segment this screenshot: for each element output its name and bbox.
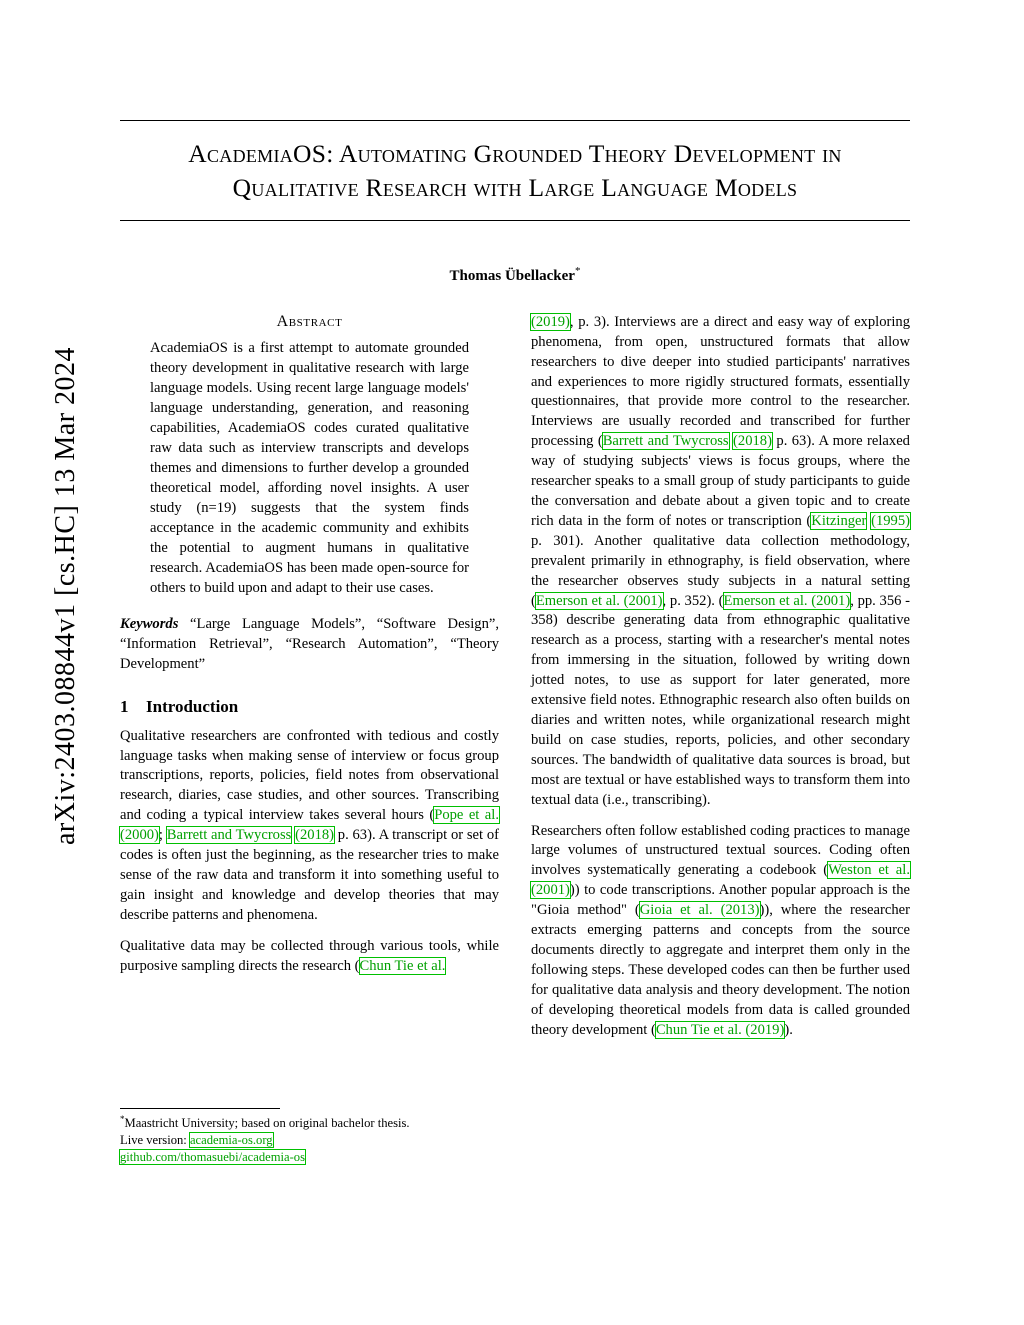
citation-chuntie-2019[interactable]: Chun Tie et al. bbox=[359, 957, 446, 974]
intro-p2-part-d: p. 301). Another qualitative data collection methodology, prevalent primarily in ethnography, is field observation, where the researcher observes study subjects in a natural setting ( bbox=[531, 532, 910, 609]
link-academia-os[interactable]: academia-os.org bbox=[189, 1133, 273, 1147]
intro-p2-part-b: , p. 3). Interviews are a direct and easy way of exploring phenomena, from open, unstructured formats that allow researchers to dive deeper into studied participants' narratives and experiences to more rigidly structured formats, essentially questionnaires, that provide more control to the researcher. Interviews are usually recorded and transcribed for further processing ( bbox=[531, 313, 910, 450]
section-title: Introduction bbox=[146, 696, 239, 716]
footnote-line-1: Maastricht University; based on original bachelor thesis. bbox=[124, 1116, 410, 1131]
keywords-text: “Large Language Models”, “Software Design”, “Information Retrieval”, “Research Automation”, “Theory Development” bbox=[120, 615, 500, 672]
citation-emerson-2001-b[interactable]: Emerson et al. (2001) bbox=[723, 592, 851, 609]
page-title: AcademiaOS: Automating Grounded Theory Development in Qualitative Research with Large Language Models bbox=[188, 139, 842, 203]
author-name: Thomas Übellacker bbox=[449, 267, 575, 284]
footnote-marker: * bbox=[120, 1114, 125, 1125]
intro-paragraph-2-cont bbox=[531, 313, 910, 811]
citation-barrett-twycross-2018[interactable]: Barrett and Twycross bbox=[166, 827, 292, 844]
link-github-academia-os[interactable]: github.com/thomasuebi/academia-os bbox=[120, 1149, 306, 1164]
citation-pope-2000[interactable]: Pope et al. bbox=[434, 807, 499, 824]
footnote-rule bbox=[120, 1108, 280, 1109]
intro-p3-part-a: Researchers often follow established coding practices to manage large volumes of unstructured textual sources. Coding often involves systematically generating a codebook ( bbox=[531, 822, 910, 879]
intro-paragraph-2-start bbox=[120, 937, 499, 977]
two-column-body bbox=[120, 312, 910, 1164]
intro-p1-part-b: p. 63). A transcript or set of codes is often just the beginning, as the researcher tries to make sense of the raw data and transform it into something useful to gain insight and knowledge and develop theories that may describe patterns and phenomena. bbox=[120, 827, 499, 923]
paper-page bbox=[120, 120, 910, 1164]
author-line bbox=[120, 265, 910, 285]
intro-p2-part-f: , pp. 356 - 358) describe generating data from ethnographic qualitative research as a process, starting with a researcher's mental notes from immersing in the situation, followed by writing down jotted notes, to use as support for later generated, more extensive field notes. Ethnographic research also often builds on diaries and written notes, while organizational research might build on case studies, reports, policies, and other secondary sources. The bandwidth of qualitative data sources is broad, but most are textual or have established ways to transform them into textual data (i.e., transcribing). bbox=[531, 592, 910, 808]
abstract-heading: Abstract bbox=[276, 312, 343, 330]
section-heading-introduction bbox=[120, 697, 499, 717]
intro-p3-part-b: )) to code transcriptions. Another popular approach is the "Gioia method" ( bbox=[531, 882, 910, 919]
right-column bbox=[531, 313, 910, 1052]
citation-barrett-twycross-2018-b-year[interactable]: (2018) bbox=[733, 433, 772, 450]
footnote-block bbox=[120, 1108, 499, 1165]
citation-weston-2001[interactable]: Weston et al. (2001) bbox=[531, 862, 910, 899]
intro-p1-sep: ; bbox=[158, 827, 167, 844]
citation-gioia-2013[interactable]: Gioia et al. (2013) bbox=[639, 902, 760, 919]
author-footnote-marker: * bbox=[574, 264, 581, 277]
left-column bbox=[120, 312, 500, 1164]
intro-paragraph-1 bbox=[120, 727, 499, 926]
citation-kitzinger-1995[interactable]: Kitzinger bbox=[811, 512, 867, 529]
section-number: 1 bbox=[120, 696, 129, 716]
intro-p2-part-e: , p. 352). ( bbox=[662, 592, 724, 609]
citation-chuntie-2019-year[interactable]: (2019) bbox=[531, 313, 570, 330]
footnote-text bbox=[120, 1114, 499, 1165]
intro-p1-part-a: Qualitative researchers are confronted with tedious and costly language tasks when making sense of interview or focus group transcriptions, reports, policies, field notes from observational research, diaries, case studies, and other sources. Transcribing and coding a typical interview takes several hours ( bbox=[120, 727, 499, 824]
keywords-label: Keywords bbox=[120, 615, 179, 632]
intro-p3-part-c: )), where the researcher extracts emerging patterns and concepts from the source documents directly to aggregate and interpret them only in the following steps. These developed codes can then be further used for qualitative data analysis and theory development. The notion of developing theoretical models from data is called grounded theory development ( bbox=[531, 902, 910, 1038]
title-rule-bottom bbox=[120, 220, 910, 221]
citation-barrett-twycross-2018-year[interactable]: (2018) bbox=[295, 827, 335, 844]
citation-pope-2000-year[interactable]: (2000) bbox=[120, 827, 159, 844]
intro-p2-part-c: p. 63). A more relaxed way of studying subjects' views is focus groups, where the researcher speaks to a small group of study participants to guide the conversation and debate about a given topic and to create rich data in the form of notes or transcription ( bbox=[531, 433, 910, 529]
arxiv-stamp: arXiv:2403.08844v1 [cs.HC] 13 Mar 2024 bbox=[50, 346, 81, 846]
abstract-text: AcademiaOS is a first attempt to automate grounded theory development in qualitative research with large language models. Using recent large language models' language understanding, generation, and reasoning capabilities, AcademiaOS codes curated qualitative raw data such as interview transcripts and develops themes and dimensions to further develop a grounded theoretical model, affording novel insights. A user study (n=19) suggests that the system finds acceptance in the academic community and exhibits the potential to augment humans in qualitative research. AcademiaOS has been made open-source for others to build upon and adapt to their use cases. bbox=[150, 339, 469, 596]
footnote-live-version-label: Live version: bbox=[120, 1133, 190, 1147]
keywords-line bbox=[120, 615, 499, 675]
citation-barrett-twycross-2018-b[interactable]: Barrett and Twycross bbox=[602, 433, 729, 450]
intro-p2-part-a: Qualitative data may be collected through various tools, while purposive sampling directs the research ( bbox=[120, 937, 499, 974]
intro-p3-part-d: ). bbox=[784, 1021, 793, 1038]
citation-emerson-2001-a[interactable]: Emerson et al. (2001) bbox=[535, 592, 663, 609]
intro-paragraph-3 bbox=[531, 822, 910, 1041]
citation-kitzinger-1995-year[interactable]: (1995) bbox=[871, 512, 910, 529]
citation-chuntie-2019-b[interactable]: Chun Tie et al. (2019) bbox=[655, 1021, 785, 1038]
